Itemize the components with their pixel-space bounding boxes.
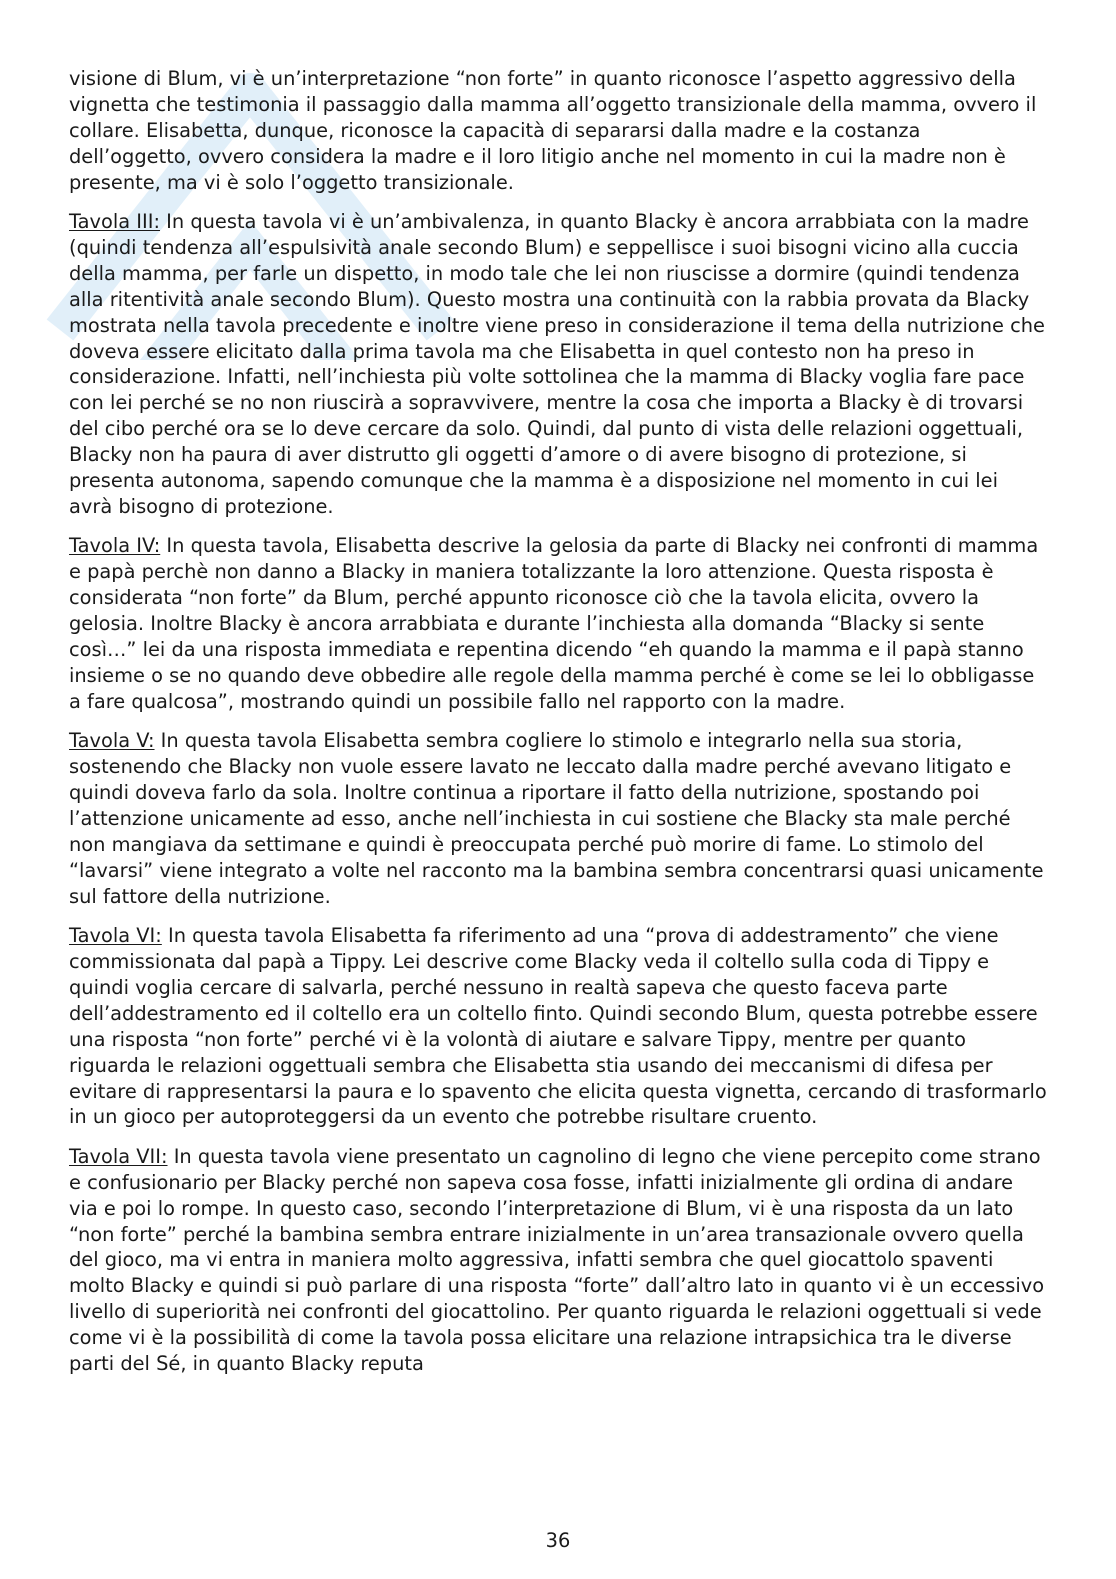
- paragraph-tavola-v: [69, 728, 1047, 909]
- paragraph-tavola-vi: [69, 923, 1047, 1130]
- paragraph-tavola-iv: [69, 533, 1047, 714]
- paragraph-tavola-iii: [69, 209, 1047, 520]
- paragraph-text: In questa tavola Elisabetta fa riferimento ad una “prova di addestramento” che viene commissionata dal papà a Tippy. Lei descrive come Blacky veda il coltello sulla coda di Tippy e quindi voglia cercare di salvarla, perché nessuno in realtà sapeva che questo faceva parte dell’addestramento ed il coltello era un coltello finto. Quindi secondo Blum, questa potrebbe essere una risposta “non forte” perché vi è la volontà di aiutare e salvare Tippy, mentre per quanto riguarda le relazioni oggettuali sembra che Elisabetta stia usando dei meccanismi di difesa per evitare di rappresentarsi la paura e lo spavento che elicita questa vignetta, cercando di trasformarlo in un gioco per autoproteggersi da un evento che potrebbe risultare cruento.: [69, 924, 1047, 1129]
- paragraph-heading: Tavola V:: [69, 729, 155, 753]
- paragraph-text: visione di Blum, vi è un’interpretazione “non forte” in quanto riconosce l’aspetto aggressivo della vignetta che testimonia il passaggio dalla mamma all’oggetto transizionale della mamma, ovvero il collare. Elisabetta, dunque, riconosce la capacità di separarsi dalla madre e la costanza dell’oggetto, ovvero considera la madre e il loro litigio anche nel momento in cui la madre non è presente, ma vi è solo l’oggetto transizionale.: [69, 67, 1037, 194]
- paragraph-continuation: [69, 66, 1047, 196]
- page-number: 36: [545, 1529, 571, 1552]
- paragraph-text: In questa tavola Elisabetta sembra cogliere lo stimolo e integrarlo nella sua storia, sostenendo che Blacky non vuole essere lavato ne leccato dalla madre perché avevano litigato e quindi doveva farlo da sola. Inoltre continua a riportare il fatto della nutrizione, spostando poi l’attenzione unicamente ad esso, anche nell’inchiesta in cui sostiene che Blacky sta male perché non mangiava da settimane e quindi è preoccupata perché può morire di fame. Lo stimolo del “lavarsi” viene integrato a volte nel racconto ma la bambina sembra concentrarsi quasi unicamente sul fattore della nutrizione.: [69, 729, 1044, 908]
- paragraph-heading: Tavola IV:: [69, 534, 161, 558]
- paragraph-text: In questa tavola, Elisabetta descrive la gelosia da parte di Blacky nei confronti di mamma e papà perchè non danno a Blacky in maniera totalizzante la loro attenzione. Questa risposta è considerata “non forte” da Blum, perché appunto riconosce ciò che la tavola elicita, ovvero la gelosia. Inoltre Blacky è ancora arrabbiata e durante l’inchiesta alla domanda “Blacky si sente così…” lei da una risposta immediata e repentina dicendo “eh quando la mamma e il papà stanno insieme o se no quando deve obbedire alle regole della mamma perché è come se lei lo obbligasse a fare qualcosa”, mostrando quindi un possibile fallo nel rapporto con la madre.: [69, 534, 1039, 713]
- paragraph-text: In questa tavola viene presentato un cagnolino di legno che viene percepito come strano e confusionario per Blacky perché non sapeva cosa fosse, infatti inizialmente gli ordina di andare via e poi lo rompe. In questo caso, secondo l’interpretazione di Blum, vi è una risposta da un lato “non forte” perché la bambina sembra entrare inizialmente in un’area transazionale ovvero quella del gioco, ma vi entra in maniera molto aggressiva, infatti sembra che quel giocattolo spaventi molto Blacky e quindi si può parlare di una risposta “forte” dall’altro lato in quanto vi è un eccessivo livello di superiorità nei confronti del giocattolino. Per quanto riguarda le relazioni oggettuali si vede come vi è la possibilità di come la tavola possa elicitare una relazione intrapsichica tra le diverse parti del Sé, in quanto Blacky reputa: [69, 1144, 1045, 1376]
- paragraph-heading: Tavola VI:: [69, 924, 162, 948]
- paragraph-text: In questa tavola vi è un’ambivalenza, in quanto Blacky è ancora arrabbiata con la madre (quindi tendenza all’espulsività anale secondo Blum) e seppellisce i suoi bisogni vicino alla cuccia della mamma, per farle un dispetto, in modo tale che lei non riuscisse a dormire (quindi tendenza alla ritentività anale secondo Blum). Questo mostra una continuità con la rabbia provata da Blacky mostrata nella tavola precedente e inoltre viene preso in considerazione il tema della nutrizione che doveva essere elicitato dalla prima tavola ma che Elisabetta in quel contesto non ha preso in considerazione. Infatti, nell’inchiesta più volte sottolinea che la mamma di Blacky voglia fare pace con lei perché se no non riuscirà a sopravvivere, mentre la cosa che importa a Blacky è di trovarsi del cibo perché ora se lo deve cercare da solo. Quindi, dal punto di vista delle relazioni oggettuali, Blacky non ha paura di aver distrutto gli oggetti d’amore o di avere bisogno di protezione, si presenta autonoma, sapendo comunque che la mamma è a disposizione nel momento in cui lei avrà bisogno di protezione.: [69, 210, 1045, 518]
- page-body: [69, 66, 1047, 1391]
- paragraph-tavola-vii: [69, 1144, 1047, 1377]
- paragraph-heading: Tavola VII:: [69, 1144, 168, 1168]
- paragraph-heading: Tavola III:: [69, 210, 160, 234]
